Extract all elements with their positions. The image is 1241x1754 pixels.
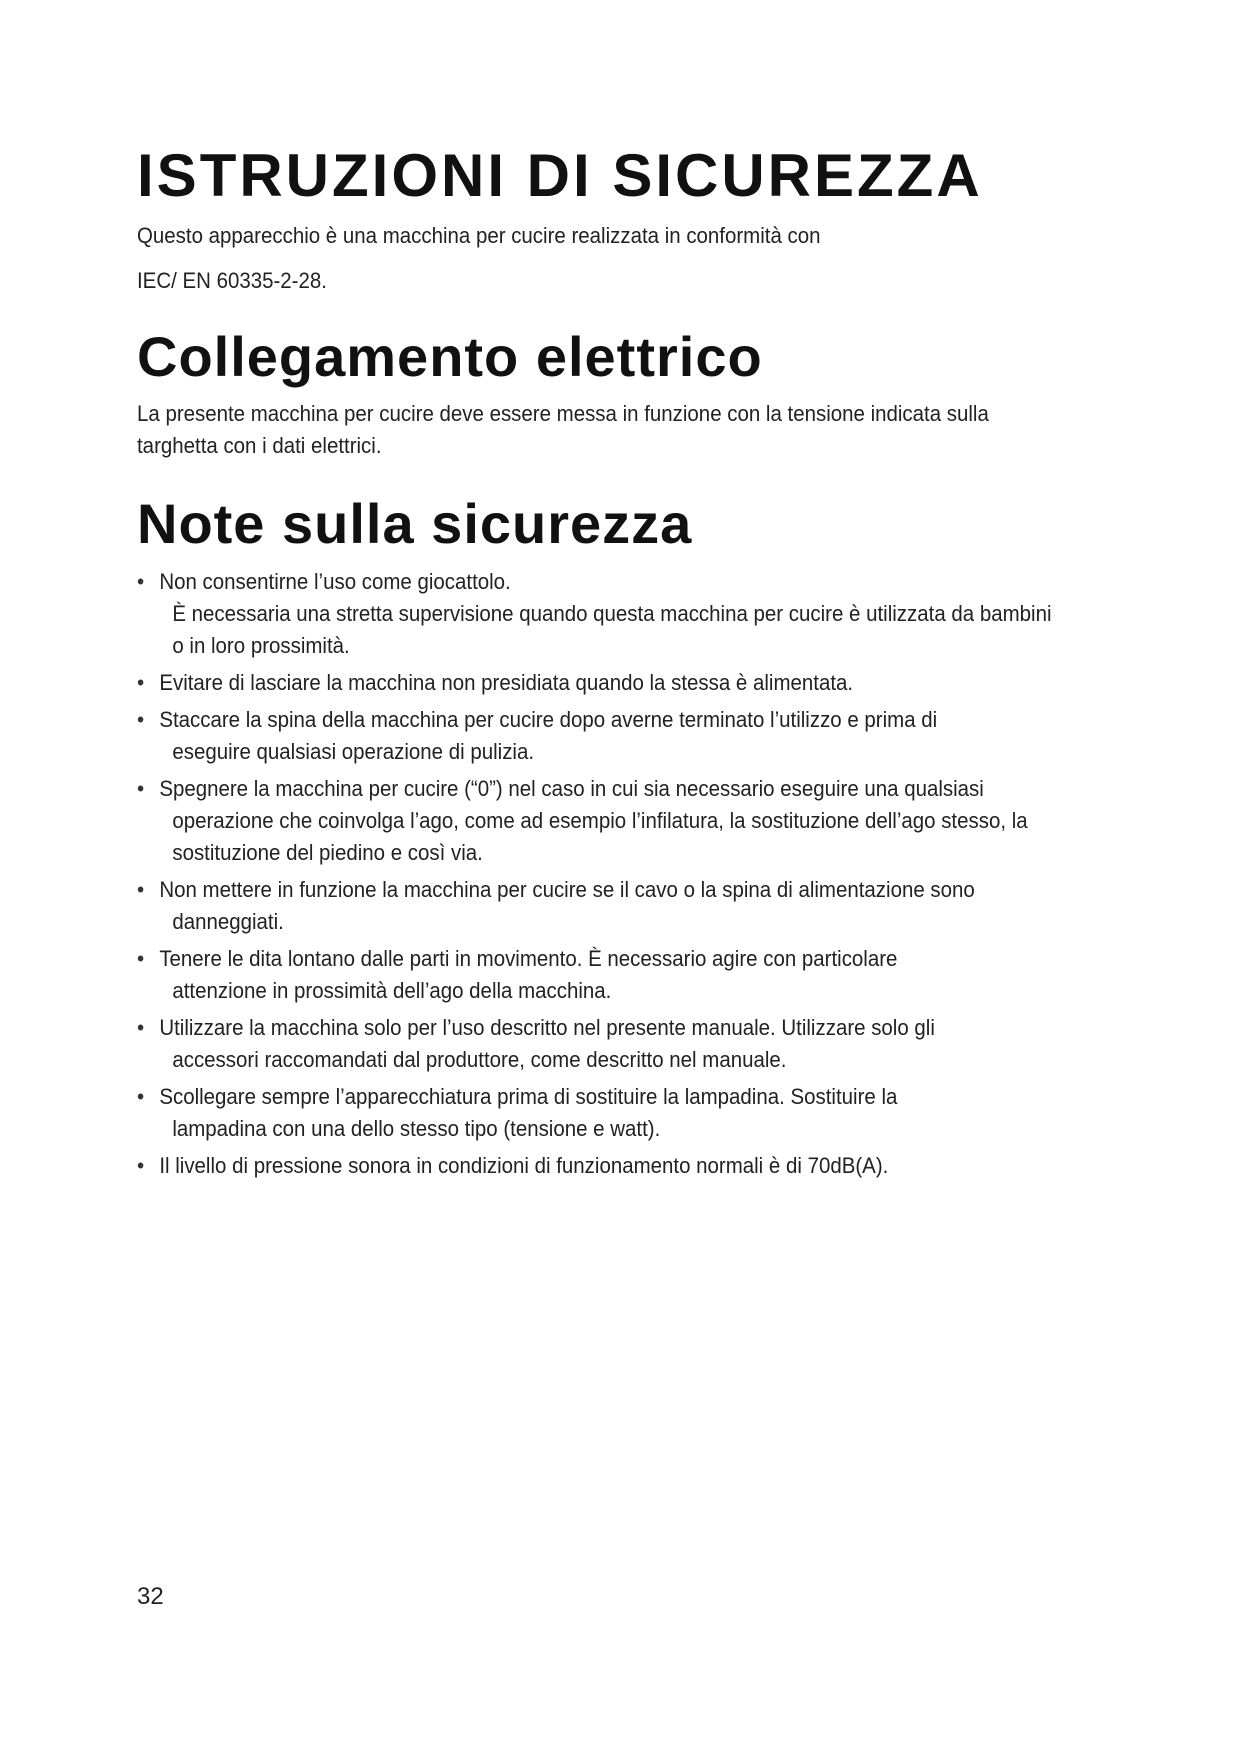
- safety-note-continuation: accessori raccomandati dal produttore, come descritto nel manuale.: [172, 1047, 787, 1072]
- safety-note: [137, 667, 1058, 699]
- safety-note: [137, 773, 1058, 869]
- safety-note: [137, 1081, 1058, 1145]
- safety-note: [137, 1012, 1058, 1076]
- bullet-icon: •: [137, 877, 145, 902]
- bullet-icon: •: [137, 1084, 145, 1109]
- intro-line-1: Questo apparecchio è una macchina per cucire realizzata in conformità con: [137, 223, 821, 248]
- electrical-connection-text: La presente macchina per cucire deve essere messa in funzione con la tensione indicata sulla targhetta con i dati elettrici.: [137, 401, 989, 458]
- safety-note-text: Non consentirne l’uso come giocattolo.: [159, 569, 511, 594]
- safety-note-continuation: lampadina con una dello stesso tipo (tensione e watt).: [172, 1116, 661, 1141]
- safety-note: [137, 943, 1058, 1007]
- heading-safety-notes: Note sulla sicurezza: [137, 492, 693, 555]
- safety-note: [137, 704, 1058, 768]
- safety-note: [137, 566, 1058, 662]
- safety-note-continuation: eseguire qualsiasi operazione di pulizia.: [172, 739, 535, 764]
- bullet-icon: •: [137, 670, 145, 695]
- safety-note-continuation: danneggiati.: [172, 909, 284, 934]
- safety-note: [137, 874, 1058, 938]
- page-title: ISTRUZIONI DI SICUREZZA: [137, 142, 983, 209]
- safety-note-text: Scollegare sempre l’apparecchiatura prima di sostituire la lampadina. Sostituire la: [159, 1084, 898, 1109]
- bullet-icon: •: [137, 1153, 145, 1178]
- safety-note-text: Non mettere in funzione la macchina per cucire se il cavo o la spina di alimentazione sono: [159, 877, 975, 902]
- bullet-icon: •: [137, 707, 145, 732]
- safety-note-text: Staccare la spina della macchina per cucire dopo averne terminato l’utilizzo e prima di: [159, 707, 938, 732]
- bullet-icon: •: [137, 569, 145, 594]
- page-number: 32: [137, 1583, 164, 1610]
- safety-note-text: Utilizzare la macchina solo per l’uso descritto nel presente manuale. Utilizzare solo gli: [159, 1015, 935, 1040]
- safety-note-text: Tenere le dita lontano dalle parti in movimento. È necessario agire con particolare: [159, 946, 898, 971]
- safety-notes-list: [137, 566, 1127, 1187]
- heading-electrical-connection: Collegamento elettrico: [137, 325, 763, 388]
- bullet-icon: •: [137, 776, 145, 801]
- bullet-icon: •: [137, 1015, 145, 1040]
- safety-note: [137, 1150, 1058, 1182]
- safety-note-text: Il livello di pressione sonora in condizioni di funzionamento normali è di 70dB(A).: [159, 1153, 889, 1178]
- safety-note-continuation: operazione che coinvolga l’ago, come ad esempio l’infilatura, la sostituzione dell’ago stesso, la sostituzione del piedino e così via.: [172, 808, 1028, 865]
- bullet-icon: •: [137, 946, 145, 971]
- safety-note-continuation: È necessaria una stretta supervisione quando questa macchina per cucire è utilizzata da bambini o in loro prossimità.: [172, 601, 1052, 658]
- safety-note-text: Spegnere la macchina per cucire (“0”) nel caso in cui sia necessario eseguire una qualsiasi: [159, 776, 984, 801]
- safety-note-continuation: attenzione in prossimità dell’ago della macchina.: [172, 978, 612, 1003]
- intro-line-2: IEC/ EN 60335-2-28.: [137, 268, 327, 293]
- safety-note-text: Evitare di lasciare la macchina non presidiata quando la stessa è alimentata.: [159, 670, 854, 695]
